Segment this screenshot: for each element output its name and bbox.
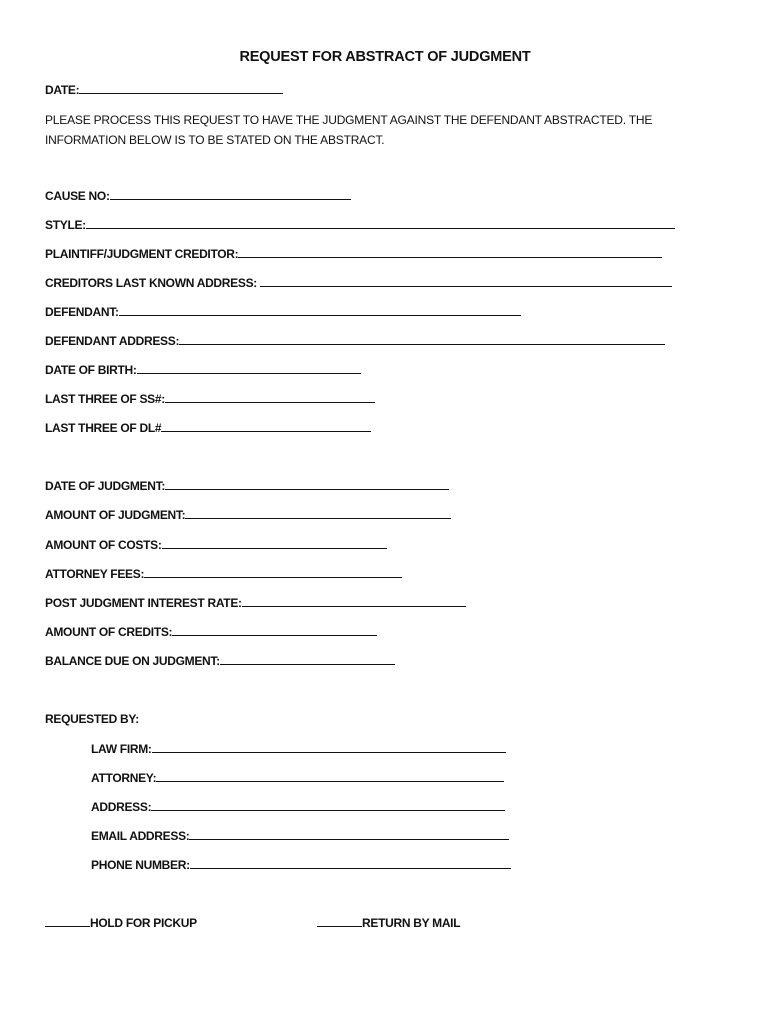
email-row (91, 828, 509, 843)
last-three-dl-field[interactable] (161, 420, 371, 432)
cause-no-field[interactable] (110, 188, 351, 200)
date-of-judgment-label: DATE OF JUDGMENT: (45, 479, 166, 493)
return-by-mail-checkbox[interactable] (317, 915, 362, 927)
date-row (45, 82, 283, 97)
amount-of-credits-label: AMOUNT OF CREDITS: (45, 625, 173, 639)
date-of-birth-row (45, 362, 361, 377)
defendant-field[interactable] (119, 304, 521, 316)
hold-for-pickup-label: HOLD FOR PICKUP (90, 916, 197, 930)
balance-due-row (45, 653, 395, 668)
return-by-mail-label: RETURN BY MAIL (362, 916, 461, 930)
attorney-row (91, 770, 504, 785)
attorney-fees-label: ATTORNEY FEES: (45, 567, 145, 581)
date-of-judgment-row (45, 478, 449, 493)
hold-for-pickup-checkbox[interactable] (45, 915, 90, 927)
date-field[interactable] (79, 82, 283, 94)
phone-label: PHONE NUMBER: (91, 858, 190, 872)
balance-due-field[interactable] (220, 653, 395, 665)
amount-of-credits-row (45, 624, 377, 639)
attorney-field[interactable] (156, 770, 504, 782)
defendant-address-label: DEFENDANT ADDRESS: (45, 334, 180, 348)
law-firm-row (91, 741, 506, 756)
amount-of-judgment-field[interactable] (185, 507, 451, 519)
defendant-label: DEFENDANT: (45, 305, 119, 319)
hold-for-pickup-option (45, 915, 197, 930)
defendant-address-row (45, 333, 665, 348)
return-by-mail-option (317, 915, 460, 930)
address-row (91, 799, 505, 814)
defendant-address-field[interactable] (179, 333, 665, 345)
plaintiff-field[interactable] (238, 246, 662, 258)
defendant-row (45, 304, 521, 319)
amount-of-costs-row (45, 537, 387, 552)
last-three-dl-label: LAST THREE OF DL# (45, 421, 162, 435)
date-label: DATE: (45, 83, 80, 97)
amount-of-costs-field[interactable] (162, 537, 387, 549)
law-firm-label: LAW FIRM: (91, 742, 152, 756)
last-three-ss-row (45, 391, 375, 406)
creditors-address-label: CREDITORS LAST KNOWN ADDRESS: (45, 276, 261, 290)
instructions-text: PLEASE PROCESS THIS REQUEST TO HAVE THE JUDGMENT AGAINST THE DEFENDANT ABSTRACTED. THE INFORMATION BELOW IS TO BE STATED ON THE ABSTRACT. (45, 113, 653, 147)
cause-no-label: CAUSE NO: (45, 189, 110, 203)
amount-of-credits-field[interactable] (172, 624, 377, 636)
last-three-ss-label: LAST THREE OF SS#: (45, 392, 165, 406)
amount-of-costs-label: AMOUNT OF COSTS: (45, 538, 162, 552)
amount-of-judgment-row (45, 507, 451, 522)
address-label: ADDRESS: (91, 800, 152, 814)
creditors-address-field[interactable] (260, 275, 672, 287)
style-field[interactable] (86, 217, 675, 229)
email-label: EMAIL ADDRESS: (91, 829, 190, 843)
attorney-label: ATTORNEY: (91, 771, 157, 785)
plaintiff-label: PLAINTIFF/JUDGMENT CREDITOR: (45, 247, 239, 261)
requested-by-heading: REQUESTED BY: (45, 712, 139, 726)
post-judgment-interest-label: POST JUDGMENT INTEREST RATE: (45, 596, 242, 610)
law-firm-field[interactable] (152, 741, 506, 753)
date-of-birth-field[interactable] (137, 362, 361, 374)
style-label: STYLE: (45, 218, 86, 232)
creditors-address-row (45, 275, 672, 290)
last-three-ss-field[interactable] (165, 391, 375, 403)
attorney-fees-row (45, 566, 402, 581)
address-field[interactable] (151, 799, 505, 811)
style-row (45, 217, 675, 232)
attorney-fees-field[interactable] (144, 566, 402, 578)
phone-row (91, 857, 511, 872)
date-of-judgment-field[interactable] (165, 478, 449, 490)
form-title: REQUEST FOR ABSTRACT OF JUDGMENT (239, 49, 531, 65)
post-judgment-interest-field[interactable] (242, 595, 466, 607)
email-field[interactable] (189, 828, 509, 840)
post-judgment-interest-row (45, 595, 466, 610)
balance-due-label: BALANCE DUE ON JUDGMENT: (45, 654, 220, 668)
date-of-birth-label: DATE OF BIRTH: (45, 363, 137, 377)
cause-no-row (45, 188, 351, 203)
amount-of-judgment-label: AMOUNT OF JUDGMENT: (45, 508, 186, 522)
plaintiff-row (45, 246, 662, 261)
last-three-dl-row (45, 420, 371, 435)
phone-field[interactable] (190, 857, 511, 869)
